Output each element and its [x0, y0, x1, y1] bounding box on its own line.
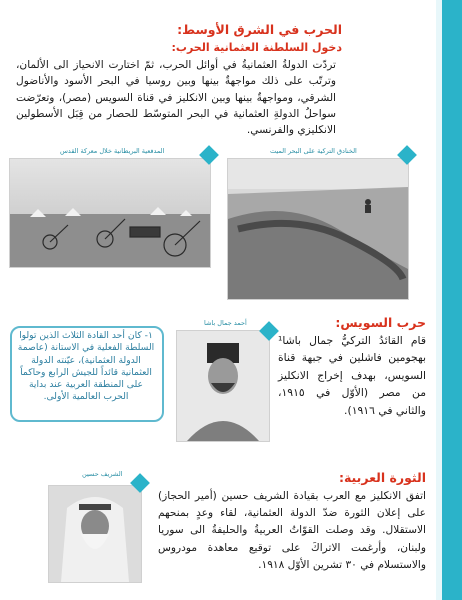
- paragraph-arab-revolt: اتفق الانكليز مع العرب بقيادة الشريف حسين (أمير الحجاز) على إعلان الثورة ضدّ الدولة العثمانية، لقاء وعدٍ بمنحهم الاستقلال. وقد وصلت القوّاتُ العربيةُ والحليفةُ الى سوريا ولبنان، وأرغمت الاتراكَ على توقيع معاهدة مودروس والاستسلام في ٣٠ تشرين الأوّل ١٩١٨.: [158, 490, 426, 571]
- section-title-suez: حرب السويس:: [335, 315, 426, 330]
- artillery-image: [10, 159, 210, 267]
- paragraph-ottoman-entry: تردّت الدولةُ العثمانيةُ في أوائل الحرب، ثمّ اختارت الانحياز الى الألمان، وترتّب على ذلك مواجهةٌ بينها وبين روسيا في البحر الأسود والأناضول الشرقي، ومواجهةٌ بينها وبين الانكليز في قناة السويس (مصر)، وتعرّضت سواحلُ الدولةِ العثمانية في البحر المتوسّط للحصار من قِبَل الأسطولين الانكليزي والفرنسي.: [16, 59, 336, 137]
- hussein-portrait: [49, 486, 141, 582]
- caption-jamal-pasha: أحمد جمال باشا: [204, 319, 247, 327]
- trenches-image: [228, 159, 408, 299]
- caption-trenches: الخنادق التركية على البحر الميت: [270, 147, 357, 155]
- section-title-middle-east: الحرب في الشرق الأوسط:: [177, 22, 342, 37]
- photo-jamal-pasha: [176, 330, 270, 442]
- right-accent-band: [440, 0, 462, 600]
- footnote-jamal: ١- كان أحد القادة الثلاث الذين تولوا السلطة الفعلية في الاستانة (عاصمة الدولة العثمانية)، عيّنته الدولة العثمانية قائداً للجيش الرابع وحاكماً على المنطقة العربية عند بداية الحرب العالمية الأولى.: [17, 330, 155, 403]
- caption-artillery: المدفعية البريطانية خلال معركة القدس: [60, 147, 165, 155]
- jamal-portrait: [177, 331, 269, 441]
- section-subtitle-ottoman-entry: دخول السلطنة العثمانية الحرب:: [171, 41, 342, 54]
- right-accent-stripe: [436, 0, 442, 600]
- caption-sharif-hussein: الشريف حسين: [82, 470, 123, 478]
- photo-british-artillery: [9, 158, 211, 268]
- paragraph-suez: قام القائدُ التركيُّ جمال باشا¹ بهجومين فاشلين في جبهة قناة السويس، بهدف إخراج الانكليز من مصر (الأوّل في ١٩١٥، والثاني في ١٩١٦).: [278, 334, 426, 417]
- photo-turkish-trenches: [227, 158, 409, 300]
- photo-sharif-hussein: [48, 485, 142, 583]
- section-title-arab-revolt: الثورة العربية:: [338, 470, 426, 485]
